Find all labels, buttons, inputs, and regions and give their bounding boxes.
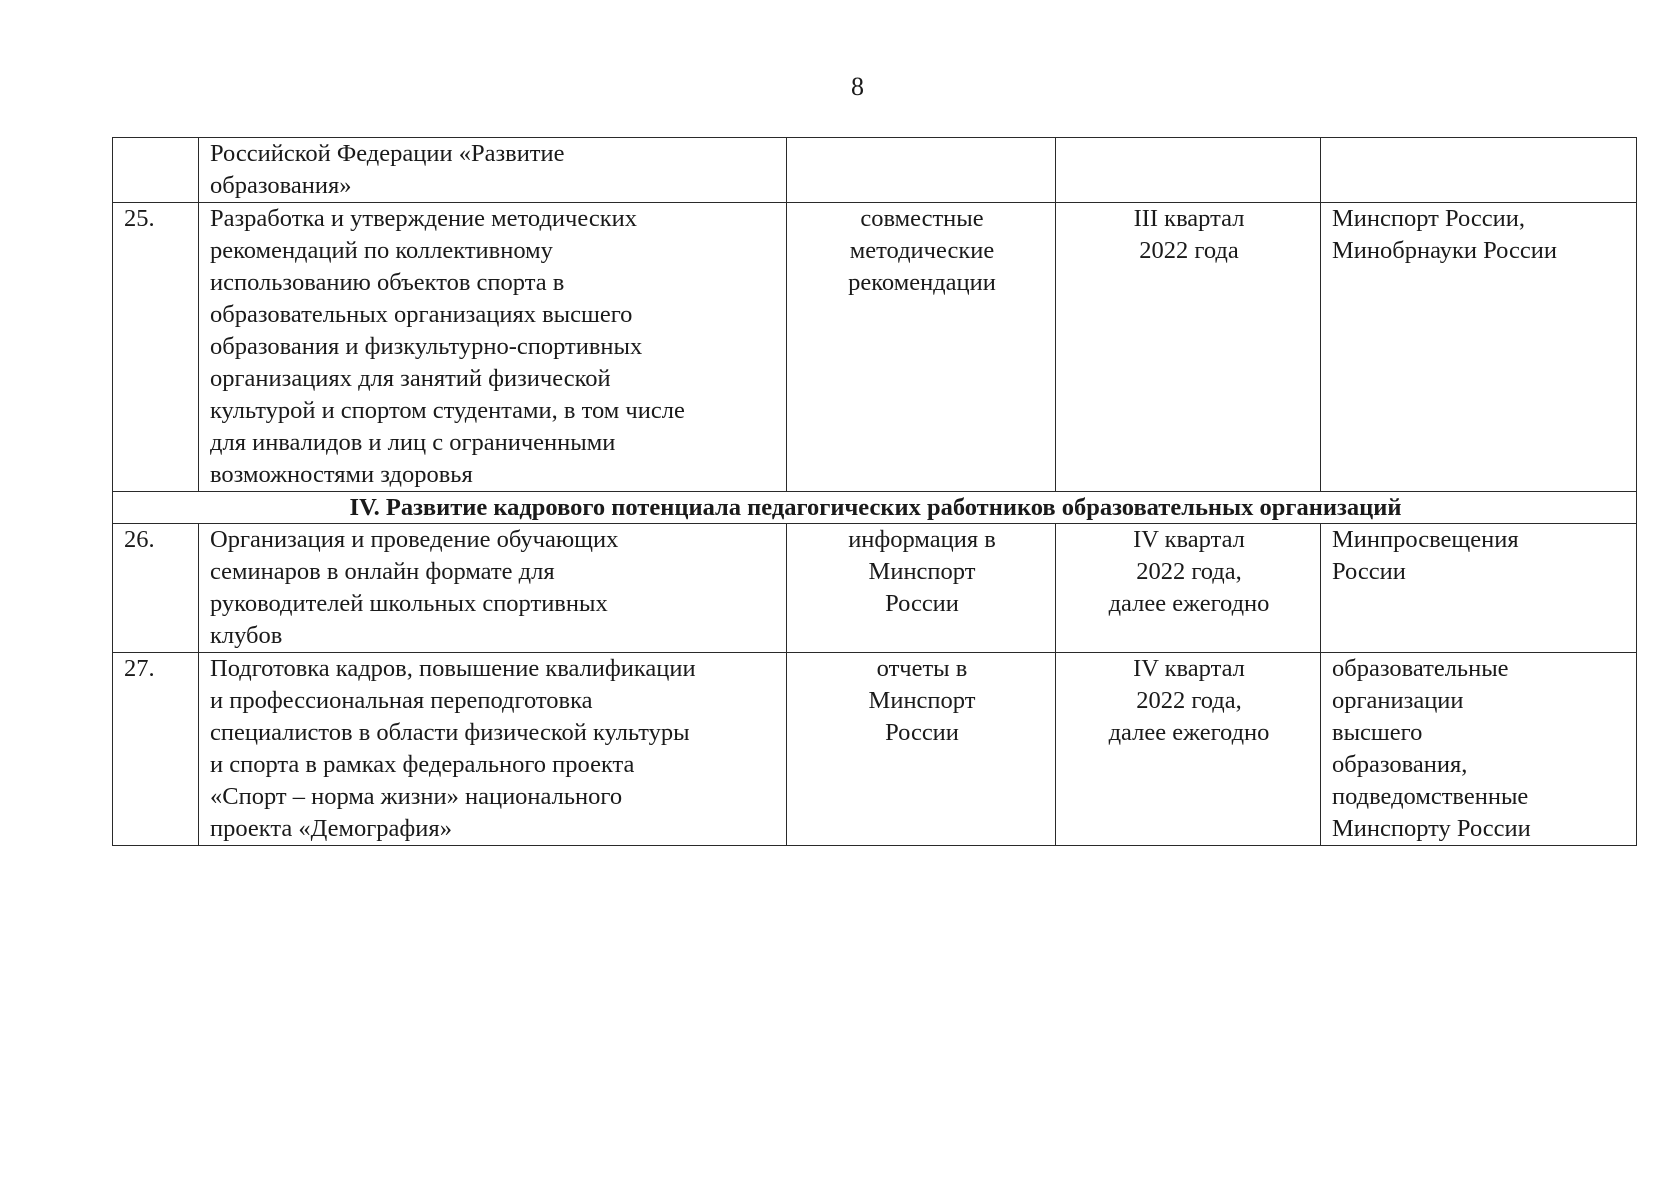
measure-name-cell xyxy=(199,653,787,846)
text-line: России xyxy=(1332,558,1406,585)
completion-form-cell xyxy=(787,524,1056,653)
text-line: IV квартал xyxy=(1133,526,1245,553)
responsible-cell xyxy=(1321,653,1637,846)
page-number: 8 xyxy=(851,72,864,101)
text-line: информация в xyxy=(848,526,996,553)
text-line: и профессиональная переподготовка xyxy=(210,687,593,714)
action-plan-table xyxy=(112,137,1637,846)
text-line: России xyxy=(885,719,959,746)
text-line: Минспорт xyxy=(868,687,976,714)
completion-form-cell xyxy=(787,203,1056,492)
table-row xyxy=(113,524,1637,653)
measure-name-cell xyxy=(199,138,787,203)
text-line: и спорта в рамках федерального проекта xyxy=(210,751,635,778)
text-line: для инвалидов и лиц с ограниченными xyxy=(210,429,616,456)
text-line: Минобрнауки России xyxy=(1332,237,1557,264)
carryover-row xyxy=(113,138,1637,203)
completion-form-cell xyxy=(787,138,1056,203)
text-line: проекта «Демография» xyxy=(210,815,452,842)
responsible-cell xyxy=(1321,524,1637,653)
text-line: Минспорту России xyxy=(1332,815,1531,842)
text-line: методические xyxy=(849,237,995,264)
text-line: образования» xyxy=(210,172,352,199)
table-row xyxy=(113,203,1637,492)
text-line: далее ежегодно xyxy=(1108,719,1270,746)
text-line: образовательные xyxy=(1332,655,1509,682)
text-line: использованию объектов спорта в xyxy=(210,269,565,296)
text-line: III квартал xyxy=(1133,205,1245,232)
measure-name-cell xyxy=(199,524,787,653)
text-line: рекомендаций по коллективному xyxy=(210,237,553,264)
text-line: культурой и спортом студентами, в том числе xyxy=(210,397,685,424)
text-line: далее ежегодно xyxy=(1108,590,1270,617)
completion-form-cell xyxy=(787,653,1056,846)
text-line: рекомендации xyxy=(848,269,996,296)
deadline-cell xyxy=(1056,138,1321,203)
text-line: 2022 года xyxy=(1139,237,1239,264)
text-line: «Спорт – норма жизни» национального xyxy=(210,783,623,810)
responsible-cell xyxy=(1321,138,1637,203)
text-line: Подготовка кадров, повышение квалификации xyxy=(210,655,696,682)
text-line: Разработка и утверждение методических xyxy=(210,205,637,232)
text-line: образования и физкультурно-спортивных xyxy=(210,333,643,360)
text-line: высшего xyxy=(1332,719,1423,746)
text-line: специалистов в области физической культуры xyxy=(210,719,690,746)
action-plan-table-body xyxy=(113,138,1637,846)
text-line: Минспорт xyxy=(868,558,976,585)
text-line: 2022 года, xyxy=(1136,687,1242,714)
text-line: подведомственные xyxy=(1332,783,1529,810)
text-line: Организация и проведение обучающих xyxy=(210,526,619,553)
text-line: Минспорт России, xyxy=(1332,205,1525,232)
text-line: возможностями здоровья xyxy=(210,461,473,488)
table-row xyxy=(113,653,1637,846)
text-line: клубов xyxy=(210,622,283,649)
text-line: руководителей школьных спортивных xyxy=(210,590,608,617)
deadline-cell xyxy=(1056,203,1321,492)
text-line: IV квартал xyxy=(1133,655,1245,682)
text-line: образования, xyxy=(1332,751,1468,778)
deadline-cell xyxy=(1056,524,1321,653)
text-line: отчеты в xyxy=(876,655,968,682)
row-number-cell: 27. xyxy=(113,653,199,846)
text-line: Российской Федерации «Развитие xyxy=(210,140,565,167)
row-number-cell xyxy=(113,138,199,203)
row-number-cell: 25. xyxy=(113,203,199,492)
text-line: образовательных организациях высшего xyxy=(210,301,633,328)
text-line: организациях для занятий физической xyxy=(210,365,611,392)
row-number-cell: 26. xyxy=(113,524,199,653)
text-line: Минпросвещения xyxy=(1332,526,1519,553)
section-heading: IV. Развитие кадрового потенциала педагогических работников образовательных организаций xyxy=(113,492,1637,524)
responsible-cell xyxy=(1321,203,1637,492)
text-line: России xyxy=(885,590,959,617)
text-line: организации xyxy=(1332,687,1464,714)
measure-name-cell xyxy=(199,203,787,492)
section-row xyxy=(113,492,1637,524)
deadline-cell xyxy=(1056,653,1321,846)
text-line: 2022 года, xyxy=(1136,558,1242,585)
text-line: совместные xyxy=(860,205,984,232)
text-line: семинаров в онлайн формате для xyxy=(210,558,555,585)
